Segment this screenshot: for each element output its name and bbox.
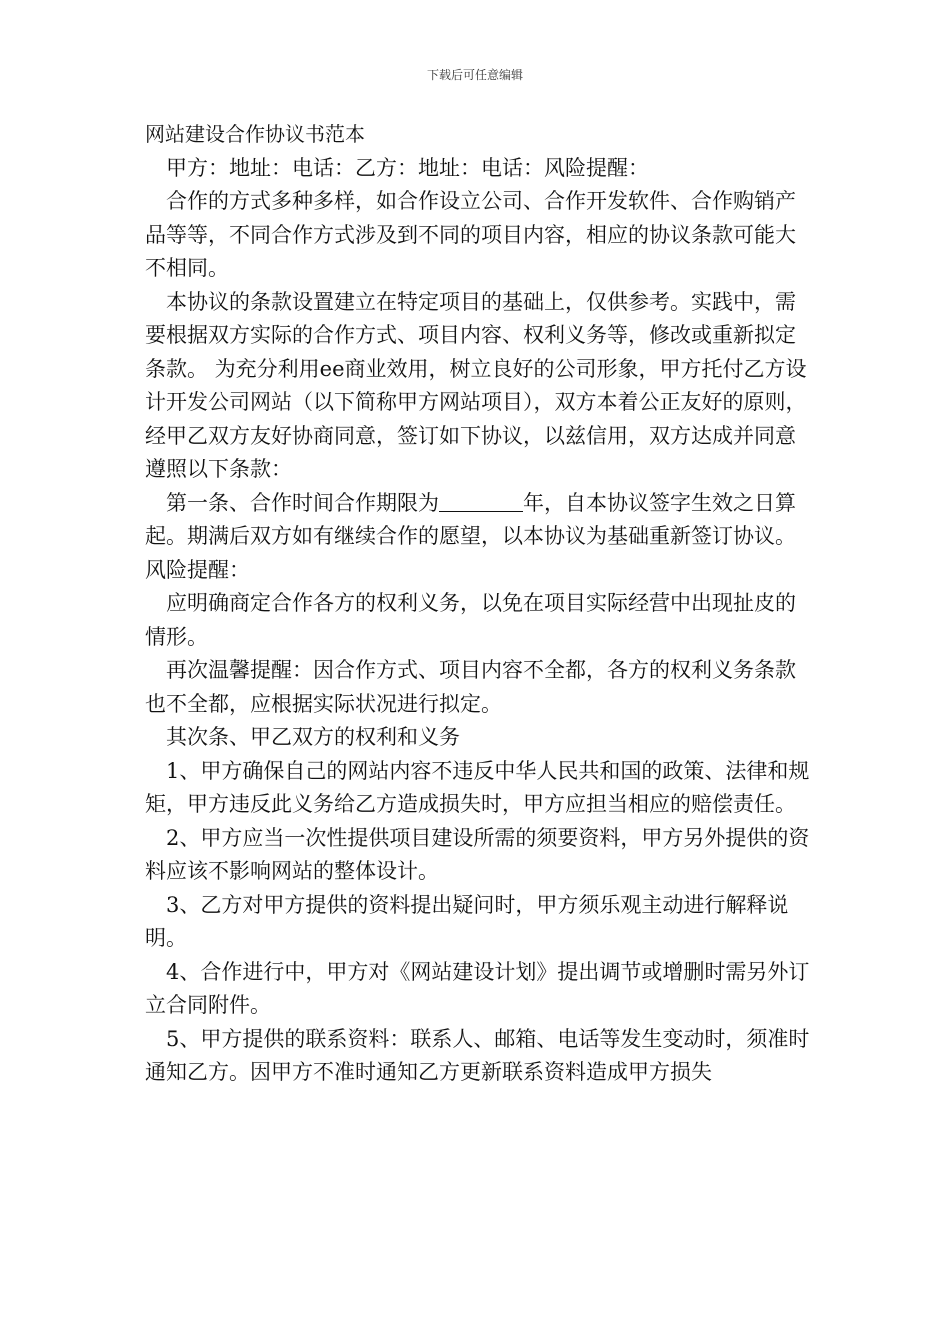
paragraph-clause-5: 5、甲方提供的联系资料：联系人、邮箱、电话等发生变动时，须准时通知乙方。因甲方不准时通知乙方更新联系资料造成甲方损失 [145,1026,810,1084]
paragraph-risk-reminder: 应明确商定合作各方的权利义务，以免在项目实际经营中出现扯皮的情形。 [145,591,796,649]
article-1-text-end: 年，自本协议签字生效之日算起。期满后双方如有继续合作的愿望，以本协议为基础重新签订协议。风险提醒： [145,490,796,582]
paragraph-clause-4: 4、合作进行中，甲方对《网站建设计划》提出调节或增删时需另外订立合同附件。 [145,959,810,1017]
paragraph-clause-1: 1、甲方确保自己的网站内容不违反中华人民共和国的政策、法律和规矩，甲方违反此义务给乙方造成损失时，甲方应担当相应的赔偿责任。 [145,758,810,816]
paragraph-clause-3: 3、乙方对甲方提供的资料提出疑问时，甲方须乐观主动进行解释说明。 [145,892,789,950]
document-body [145,118,810,1090]
paragraph-clause-2: 2、甲方应当一次性提供项目建设所需的须要资料，甲方另外提供的资料应该不影响网站的整体设计。 [145,825,810,883]
header-note: 下载后可任意编辑 [426,68,523,82]
paragraph-parties: 甲方：地址：电话：乙方：地址：电话：风险提醒： [166,155,649,180]
fill-in-blank [439,491,523,512]
paragraph-agreement-basis: 本协议的条款设置建立在特定项目的基础上，仅供参考。实践中，需要根据双方实际的合作方式、项目内容、权利义务等，修改或重新拟定条款。 为充分利用ee商业效用，树立良好的公司形象，甲方托付乙方设计开发公司网站（以下简称甲方网站项目），双方本着公正友好的原则，经甲乙双方友好协商同意，签订如下协议，以兹信用，双方达成并同意遵照以下条款： [145,289,807,481]
document-title: 网站建设合作协议书范本 [145,122,365,146]
article-1-text-start: 第一条、合作时间合作期限为 [166,490,439,515]
paragraph-article-2-heading: 其次条、甲乙双方的权利和义务 [166,725,460,749]
paragraph-cooperation-methods: 合作的方式多种多样，如合作设立公司、合作开发软件、合作购销产品等等，不同合作方式涉及到不同的项目内容，相应的协议条款可能大不相同。 [145,189,796,280]
paragraph-article-1 [145,487,810,588]
paragraph-warm-reminder: 再次温馨提醒：因合作方式、项目内容不全都，各方的权利义务条款也不全都，应根据实际状况进行拟定。 [145,658,796,716]
